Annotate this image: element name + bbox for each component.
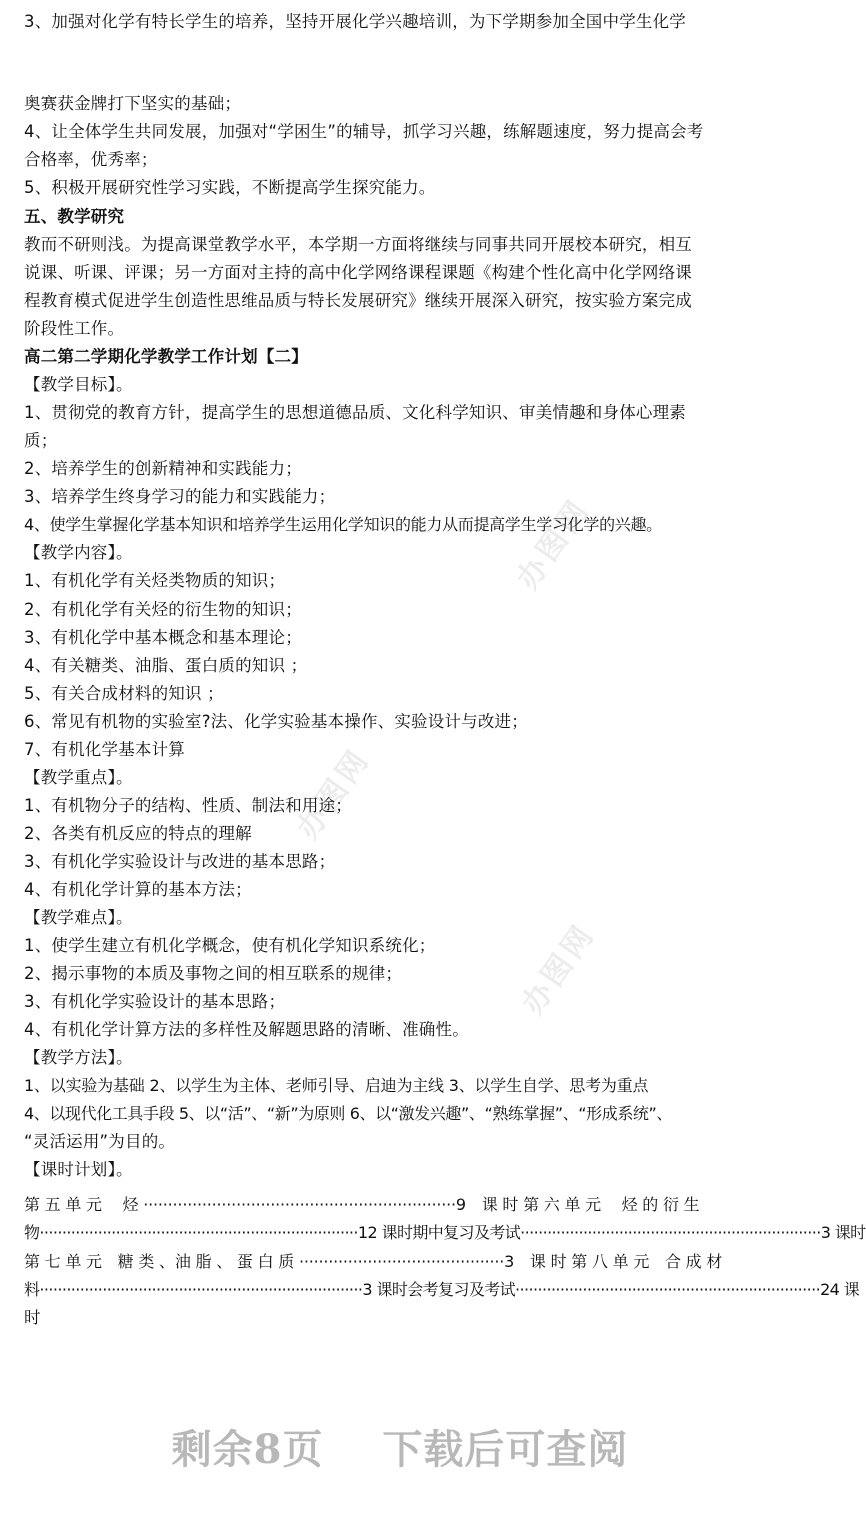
text-line: “灵活运用”为目的。 bbox=[24, 1132, 176, 1151]
text-line: 4、有关糖类、油脂、蛋白质的知识 ； bbox=[24, 656, 308, 675]
text-line: 2、揭示事物的本质及事物之间的相互联系的规律； bbox=[24, 964, 403, 983]
text-line: 3、有机化学实验设计的基本思路； bbox=[24, 992, 286, 1011]
text-line: 3、培养学生终身学习的能力和实践能力； bbox=[24, 487, 336, 506]
text-line: 说课、听课、评课；另一方面对主持的高中化学网络课程课题《构建个性化高中化学网络课 bbox=[24, 263, 692, 282]
section-label: 【教学重点】。 bbox=[24, 768, 133, 787]
text-line: 1、有机化学有关烃类物质的知识； bbox=[24, 571, 286, 590]
download-to-view-label: 下载后可查阅 bbox=[382, 1426, 629, 1473]
text-line: 4、有机化学计算方法的多样性及解题思路的清晰、准确性。 bbox=[24, 1020, 469, 1039]
section-heading: 五、教学研究 bbox=[24, 207, 125, 226]
text-line: 3、加强对化学有特长学生的培养，坚持开展化学兴趣培训，为下学期参加全国中学生化学 bbox=[24, 12, 686, 31]
text-line: 5、有关合成材料的知识 ； bbox=[24, 684, 224, 703]
section-label: 【教学难点】。 bbox=[24, 908, 133, 927]
text-line: 教而不研则浅。为提高课堂教学水平，本学期一方面将继续与同事共同开展校本研究，相互 bbox=[24, 235, 692, 254]
text-line: 5、积极开展研究性学习实践，不断提高学生探究能力。 bbox=[24, 178, 436, 197]
schedule-line: 时 bbox=[24, 1308, 41, 1327]
plan-title: 高二第二学期化学教学工作计划【二】 bbox=[24, 347, 308, 366]
text-line: 4、让全体学生共同发展，加强对“学困生”的辅导，抓学习兴趣，练解题速度，努力提高会考 bbox=[24, 122, 704, 141]
schedule-line: 第 七 单 元 糖 类 、油 脂 、 蛋 白 质 ··········································3 课 时 第 八 单 元 合 成 材 bbox=[24, 1252, 723, 1271]
download-banner bbox=[0, 1418, 800, 1475]
section-label: 【课时计划】。 bbox=[24, 1160, 133, 1179]
text-line: 2、各类有机反应的特点的理解 bbox=[24, 824, 252, 843]
text-line: 2、有机化学有关烃的衍生物的知识； bbox=[24, 600, 302, 619]
text-line: 4、以现代化工具手段 5、以“活”、“新”为原则 6、以“激发兴趣”、“熟练掌握”、“形成系统”、 bbox=[24, 1104, 673, 1123]
text-line: 阶段性工作。 bbox=[24, 319, 125, 338]
text-line: 4、有机化学计算的基本方法； bbox=[24, 880, 252, 899]
text-line: 1、贯彻党的教育方针，提高学生的思想道德品质、文化科学知识、审美情趣和身体心理素 bbox=[24, 403, 686, 422]
section-label: 【教学方法】。 bbox=[24, 1048, 133, 1067]
text-line: 程教育模式促进学生创造性思维品质与特长发展研究》继续开展深入研究，按实验方案完成 bbox=[24, 291, 692, 310]
section-label: 【教学目标】。 bbox=[24, 375, 133, 394]
text-line: 1、使学生建立有机化学概念，使有机化学知识系统化； bbox=[24, 936, 436, 955]
text-line: 3、有机化学实验设计与改进的基本思路； bbox=[24, 852, 336, 871]
section-label: 【教学内容】。 bbox=[24, 543, 133, 562]
text-line: 1、以实验为基础 2、以学生为主体、老师引导、启迪为主线 3、以学生自学、思考为重点 bbox=[24, 1076, 649, 1095]
watermark-text: 办图网 bbox=[515, 917, 603, 1021]
schedule-line: 料········································································3 课时会考复习及考试····································································24 课 bbox=[24, 1280, 860, 1299]
text-line: 1、有机物分子的结构、性质、制法和用途； bbox=[24, 796, 352, 815]
text-line: 6、常见有机物的实验室?法、化学实验基本操作、实验设计与改进； bbox=[24, 712, 528, 731]
watermark-text: 办图网 bbox=[510, 492, 598, 596]
remaining-pages-label: 剩余8页 bbox=[171, 1426, 324, 1473]
text-line: 合格率，优秀率； bbox=[24, 150, 158, 169]
text-line: 7、有机化学基本计算 bbox=[24, 740, 185, 759]
watermark-text: 办图网 bbox=[290, 742, 378, 846]
text-line: 质； bbox=[24, 431, 58, 450]
text-line: 2、培养学生的创新精神和实践能力； bbox=[24, 459, 302, 478]
schedule-line: 第 五 单 元 烃 ································································9 课 时 第 六 单 元 烃 的 衍 生 bbox=[24, 1195, 700, 1214]
text-line: 3、有机化学中基本概念和基本理论； bbox=[24, 628, 302, 647]
text-line: 奥赛获金牌打下坚实的基础； bbox=[24, 94, 242, 113]
schedule-line: 物·······································································12 课时期中复习及考试···································································3 课时 bbox=[24, 1223, 866, 1242]
text-line: 4、使学生掌握化学基本知识和培养学生运用化学知识的能力从而提高学生学习化学的兴趣。 bbox=[24, 515, 662, 534]
